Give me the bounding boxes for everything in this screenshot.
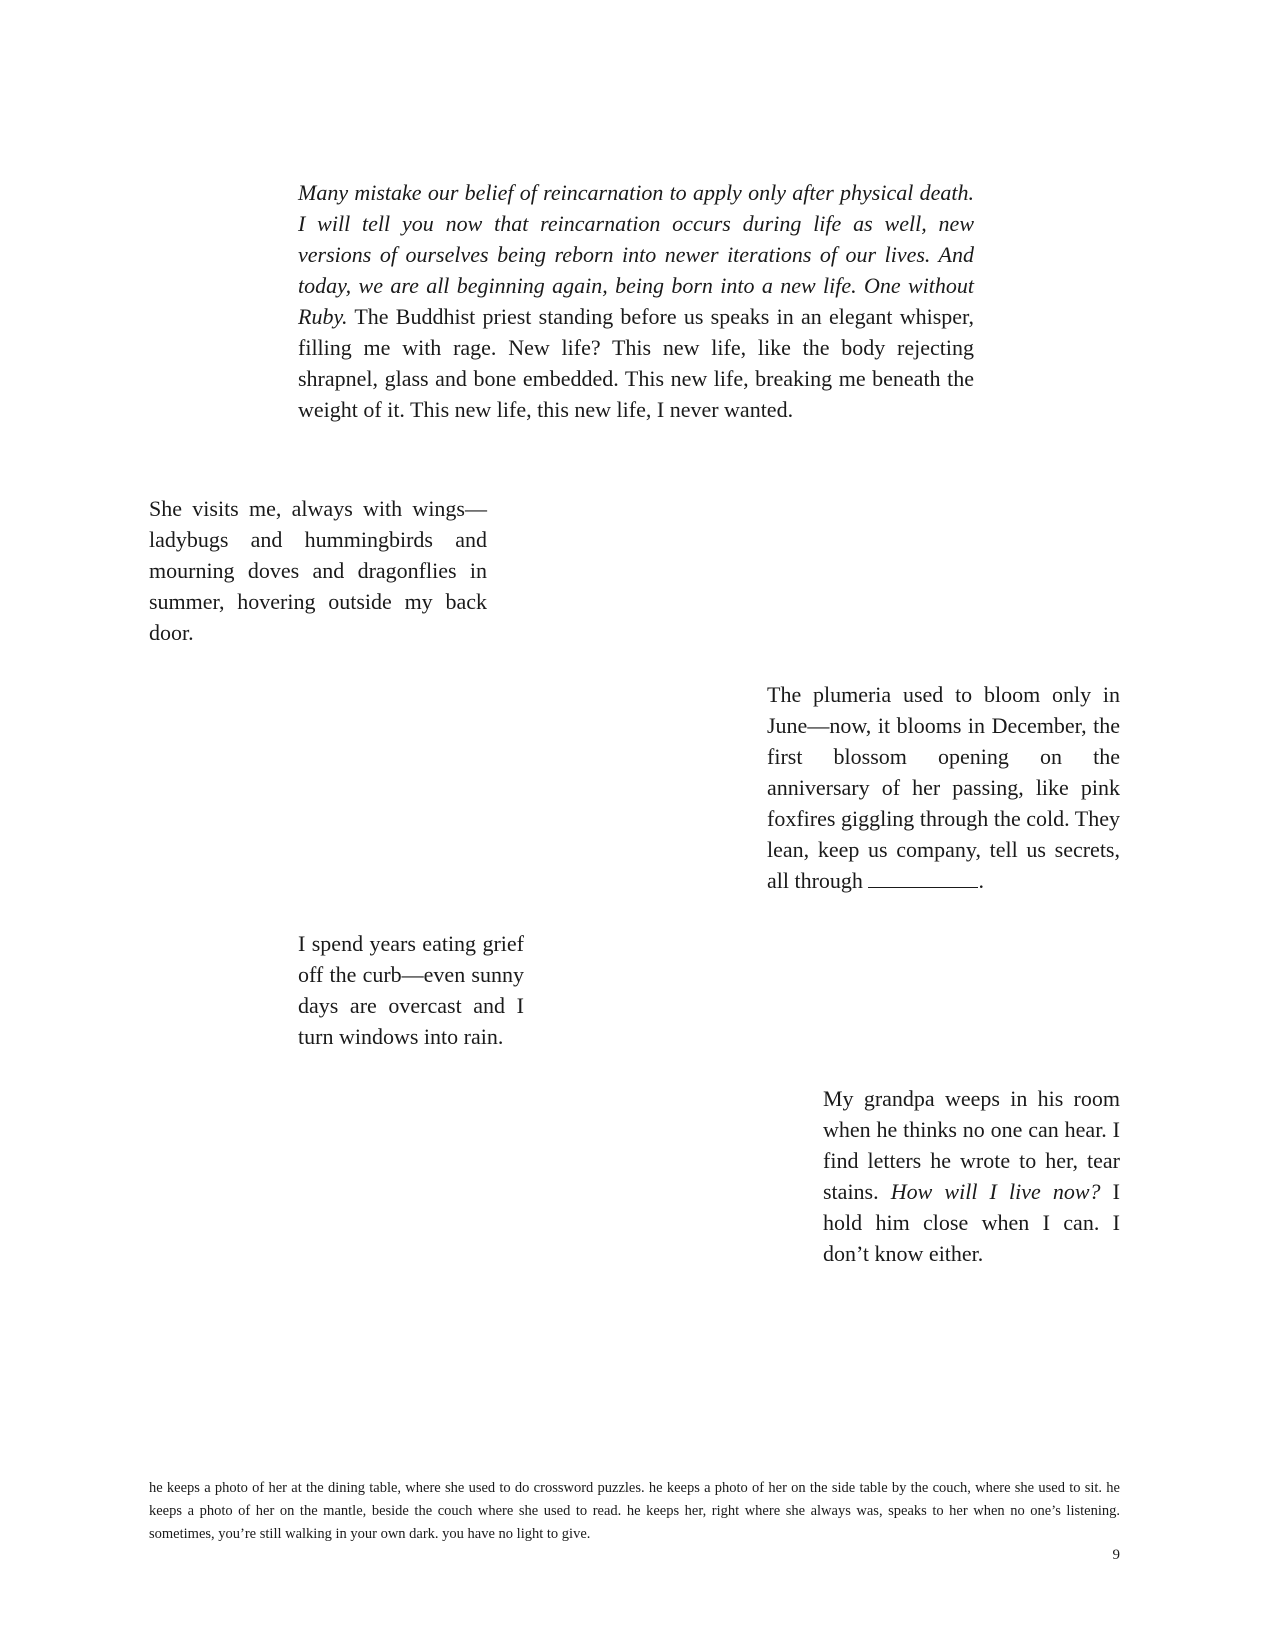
plumeria-end: . [978,868,984,893]
grandpa-text-after: I hold him close when I can. I don’t know either. [823,1179,1120,1266]
visits-text: She visits me, always with wings—ladybugs and hummingbirds and mourning doves and dragonflies in summer, hovering outside my back door. [149,496,487,645]
page-number: 9 [1112,1547,1120,1563]
plumeria-paragraph [767,679,1120,896]
visits-paragraph [149,493,487,648]
grandpa-quote: How will I live now? [890,1179,1101,1204]
plumeria-text: The plumeria used to bloom only in June—now, it blooms in December, the first blossom opening on the anniversary of her passing, like pink foxfires giggling through the cold. They lean, keep us company, tell us secrets, all through [767,682,1120,893]
grandpa-text-before: My grandpa weeps in his room when he thinks no one can hear. I find letters he wrote to her, tear stains. [823,1086,1120,1204]
footnote-text: he keeps a photo of her at the dining table, where she used to do crossword puzzles. he keeps a photo of her on the side table by the couch, where she used to sit. he keeps a photo of her on the mantle, beside the couch where she used to read. he keeps her, right where she always was, speaks to her when no one’s listening. sometimes, you’re still walking in your own dark. you have no light to give. [149,1480,1120,1542]
grandpa-paragraph [823,1083,1120,1269]
priest-quote: Many mistake our belief of reincarnation to apply only after physical death. I will tell you now that reincarnation occurs during life as well, new versions of ourselves being reborn into newer iterations of our lives. And today, we are all beginning again, being born into a new life. One without Ruby. [298,180,974,329]
priest-text: The Buddhist priest standing before us speaks in an elegant whisper, filling me with rage. New life? This new life, like the body rejecting shrapnel, glass and bone embedded. This new life, breaking me beneath the weight of it. This new life, this new life, I never wanted. [298,304,974,422]
grief-paragraph [298,928,524,1052]
grief-text: I spend years eating grief off the curb—even sunny days are overcast and I turn windows into rain. [298,931,524,1049]
fill-in-blank [868,869,978,888]
priest-paragraph [298,177,974,425]
